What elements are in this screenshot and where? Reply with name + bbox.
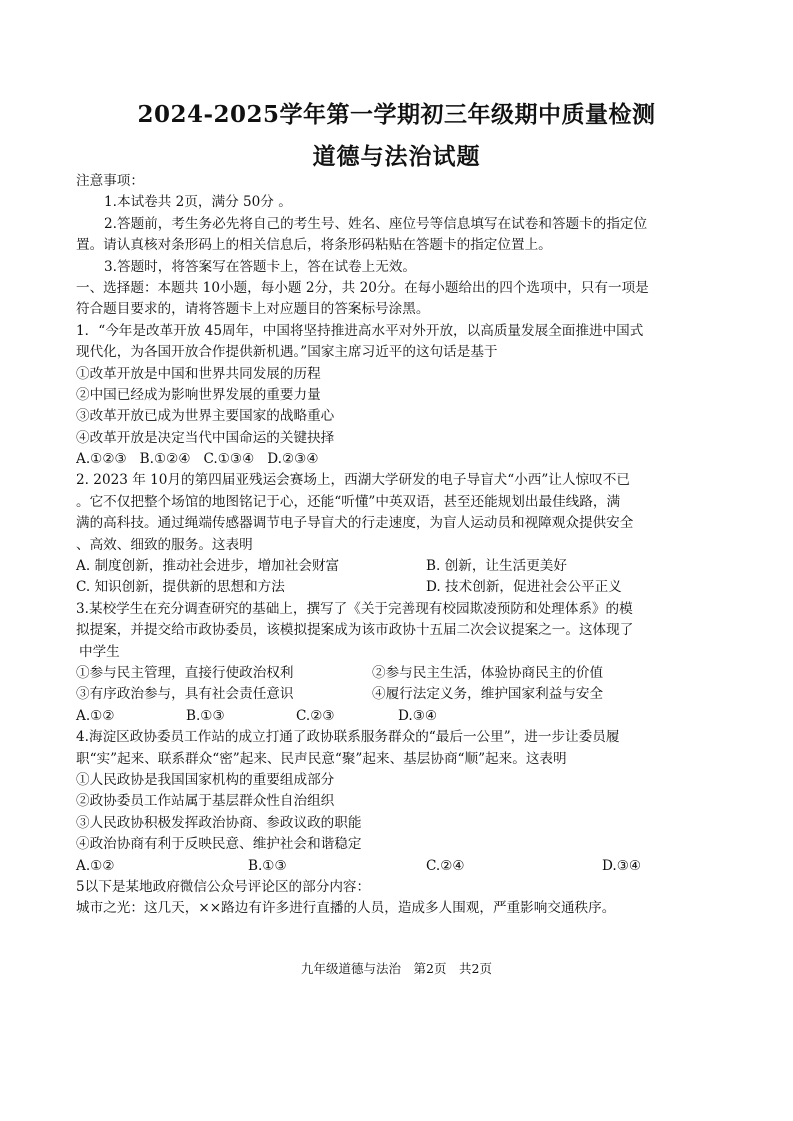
option-a: A.①② (76, 707, 115, 724)
question-4-statement: ④政治协商有利于反映民意、维护社会和谐稳定 (76, 836, 362, 853)
question-4-stem: 4.海淀区政协委员工作站的成立打通了政协联系服务群众的“最后一公里”，进一步让委员履 (76, 729, 620, 746)
question-2-stem: 。它不仅把整个场馆的地图铭记于心，还能“听懂”中英双语，甚至还能规划出最佳线路，满 (76, 493, 621, 510)
question-1-stem: 现代化，为各国开放合作提供新机遇。”国家主席习近平的这句话是基于 (76, 344, 498, 361)
question-2-stem: 、高效、细致的服务。这表明 (76, 536, 253, 553)
question-4-statement: ①人民政协是我国国家机构的重要组成部分 (76, 771, 335, 788)
question-2-options-row (76, 577, 724, 598)
question-3-stem: 拟提案，并提交给市政协委员，该模拟提案成为该市政协十五届二次会议提案之一。这体现了 (76, 622, 634, 639)
question-3-statement: ①参与民主管理，直接行使政治权利 (76, 664, 294, 681)
question-3-statement: ④履行法定义务，维护国家利益与安全 (372, 686, 604, 703)
question-4-statement: ③人民政协积极发挥政治协商、参政议政的职能 (76, 814, 362, 831)
question-3-stem: 3.某校学生在充分调查研究的基础上，撰写了《关于完善现有校园欺凌预防和处理体系》的模 (76, 600, 633, 617)
question-1-stem: 1．“今年是改革开放 45周年，中国将坚持推进高水平对外开放，以高质量发展全面推进中国式 (76, 322, 644, 339)
note-item: 置。请认真核对条形码上的相关信息后，将条形码粘贴在答题卡的指定位置上。 (76, 237, 552, 254)
option-d: D. 技术创新，促进社会公平正义 (426, 579, 622, 596)
question-2-options-row (76, 556, 724, 577)
notes-heading: 注意事项： (76, 173, 144, 189)
question-3-options-row (76, 706, 724, 727)
section-instructions: 符合题目要求的，请将答题卡上对应题目的答案标号涂黑。 (76, 301, 430, 318)
option-d: D.③④ (398, 707, 438, 724)
question-1-statement: ①改革开放是中国和世界共同发展的历程 (76, 365, 321, 382)
option-b: B.①③ (248, 857, 287, 874)
question-3-statements-row (76, 684, 724, 705)
option-c: C.②④ (426, 857, 465, 874)
note-item: 2.答题前，考生务必先将自己的考生号、姓名、座位号等信息填写在试卷和答题卡的指定位 (104, 215, 648, 232)
section-instructions: 一、选择题：本题共 10小题，每小题 2分，共 20分。在每小题给出的四个选项中，只有一项是 (76, 279, 649, 296)
exam-body (76, 171, 724, 920)
question-4-stem: 职“实”起来、联系群众“密”起来、民声民意“聚”起来、基层协商“顺”起来。这表明 (76, 750, 567, 767)
exam-title: 2024-2025学年第一学期初三年级期中质量检测 (137, 101, 656, 128)
question-4-options-row (76, 856, 724, 877)
option-c: C. 知识创新，提供新的思想和方法 (76, 579, 285, 596)
question-3-statement: ③有序政治参与，具有社会责任意识 (76, 686, 294, 703)
question-2-stem: 2. 2023 年 10月的第四届亚残运会赛场上，西湖大学研发的电子导盲犬“小西”让人惊叹不已 (76, 472, 630, 489)
option-a: A.①② (76, 857, 115, 874)
option-a: A. 制度创新，推动社会进步，增加社会财富 (76, 558, 340, 575)
exam-subtitle: 道德与法治试题 (312, 143, 481, 170)
question-1-statement: ④改革开放是决定当代中国命运的关键抉择 (76, 429, 335, 446)
note-item: 1.本试卷共 2页，满分 50分 。 (104, 194, 292, 211)
option-b: B. 创新，让生活更美好 (426, 558, 567, 575)
question-1-statement: ②中国已经成为影响世界发展的重要力量 (76, 386, 321, 403)
question-1-options: A.①②③ B.①②④ C.①③④ D.②③④ (76, 451, 319, 468)
option-c: C.②③ (296, 707, 335, 724)
question-3-statement: ②参与民主生活，体验协商民主的价值 (372, 664, 604, 681)
note-item: 3.答题时，将答案写在答题卡上，答在试卷上无效。 (104, 258, 417, 275)
question-5-stem: 5以下是某地政府微信公众号评论区的部分内容： (76, 878, 371, 895)
question-4-statement: ②政协委员工作站属于基层群众性自治组织 (76, 793, 335, 810)
question-3-stem: 中学生 (79, 643, 120, 660)
question-3-statements-row (76, 663, 724, 684)
option-d: D.③④ (602, 857, 642, 874)
question-1-statement: ③改革开放已成为世界主要国家的战略重心 (76, 408, 335, 425)
question-5-comment: 城市之光：这几天，××路边有许多进行直播的人员，造成多人围观，严重影响交通秩序。 (76, 900, 616, 917)
option-b: B.①③ (186, 707, 225, 724)
page-footer: 九年级道德与法治 第2页 共2页 (301, 961, 492, 976)
question-2-stem: 满的高科技。通过绳端传感器调节电子导盲犬的行走速度，为盲人运动员和视障观众提供安全 (76, 515, 634, 532)
